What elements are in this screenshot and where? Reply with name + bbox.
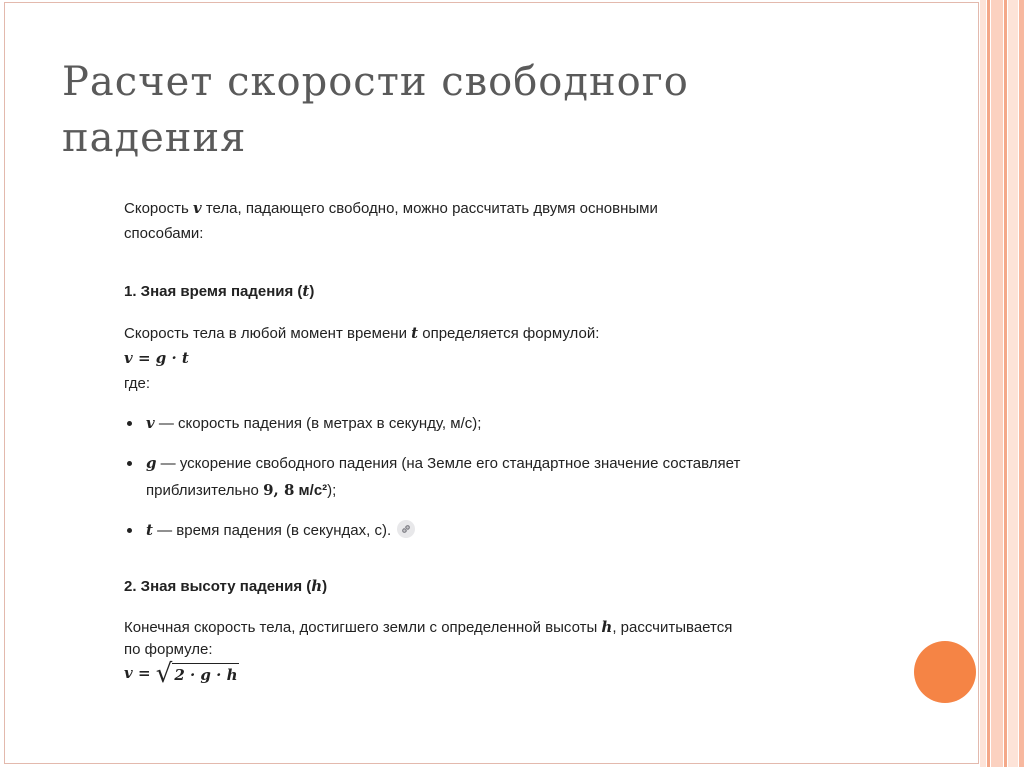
list-item-variable: g xyxy=(146,454,157,472)
intro-variable: v xyxy=(192,199,202,217)
title-line-2: падения xyxy=(62,115,247,161)
stripe xyxy=(987,0,990,767)
section1-heading-close: ) xyxy=(309,283,315,300)
section2-heading-close: ) xyxy=(322,578,328,595)
slide-title xyxy=(62,54,689,166)
list-item-variable: v xyxy=(146,414,155,432)
section1-heading xyxy=(124,279,844,304)
list-item-text: — ускорение свободного падения (на Земле его стандартное значение составляет xyxy=(156,455,741,472)
section1-description xyxy=(124,321,844,346)
intro-text-cont: тела, падающего свободно, можно рассчитать двумя основными xyxy=(201,200,658,217)
section1-heading-text: 1. Зная время падения ( xyxy=(124,283,303,300)
stripe xyxy=(1004,0,1007,767)
section2-desc-text-end: по формуле: xyxy=(124,641,213,658)
section2-description xyxy=(124,616,844,661)
section1-desc-text: Скорость тела в любой момент времени xyxy=(124,325,412,342)
gravity-value: 9, 8 xyxy=(263,481,295,499)
stripe xyxy=(991,0,1003,767)
intro-paragraph xyxy=(124,196,844,246)
list-item-text: — скорость падения (в метрах в секунду, м/с); xyxy=(154,415,482,432)
variable-list xyxy=(124,410,844,544)
section1-heading-variable: t xyxy=(302,282,310,300)
link-icon[interactable] xyxy=(397,520,415,538)
list-item-text: — время падения (в секундах, с). xyxy=(152,522,392,539)
stripe xyxy=(1008,0,1018,767)
formula-time: v = g · t xyxy=(124,349,189,367)
section1-desc-variable: t xyxy=(411,324,419,342)
formula-height-lhs: v = xyxy=(124,664,156,682)
formula-height xyxy=(124,661,844,687)
stripe xyxy=(1019,0,1024,767)
section2-desc-text: Конечная скорость тела, достигшего земли с определенной высоты xyxy=(124,619,602,636)
where-label: где: xyxy=(124,375,151,392)
decorative-stripes xyxy=(980,0,1024,767)
section2-heading-text: 2. Зная высоту падения ( xyxy=(124,578,312,595)
slide-content xyxy=(124,196,844,687)
list-item-text-end: ); xyxy=(327,482,337,499)
list-item-variable: t xyxy=(146,521,153,539)
list-item xyxy=(124,517,844,544)
list-item xyxy=(124,410,844,437)
section2-desc-variable: h xyxy=(601,618,613,636)
intro-text: Скорость xyxy=(124,200,193,217)
title-line-1: Расчет скорости свободного xyxy=(62,59,689,105)
section2-heading-variable: h xyxy=(311,577,323,595)
decorative-orange-circle xyxy=(914,641,976,703)
gravity-unit: м/с² xyxy=(294,482,328,499)
formula-height-radicand: 2 · g · h xyxy=(172,663,239,685)
stripe xyxy=(980,0,986,767)
sqrt-sign-icon: √ xyxy=(155,659,173,689)
section1-desc-text-end: определяется формулой: xyxy=(418,325,600,342)
section2-heading xyxy=(124,574,844,599)
list-item xyxy=(124,450,844,504)
intro-text-end: способами: xyxy=(124,225,204,242)
section2-desc-text-cont: , рассчитывается xyxy=(612,619,733,636)
square-root xyxy=(156,661,240,687)
list-item-text-cont: приблизительно xyxy=(146,482,264,499)
